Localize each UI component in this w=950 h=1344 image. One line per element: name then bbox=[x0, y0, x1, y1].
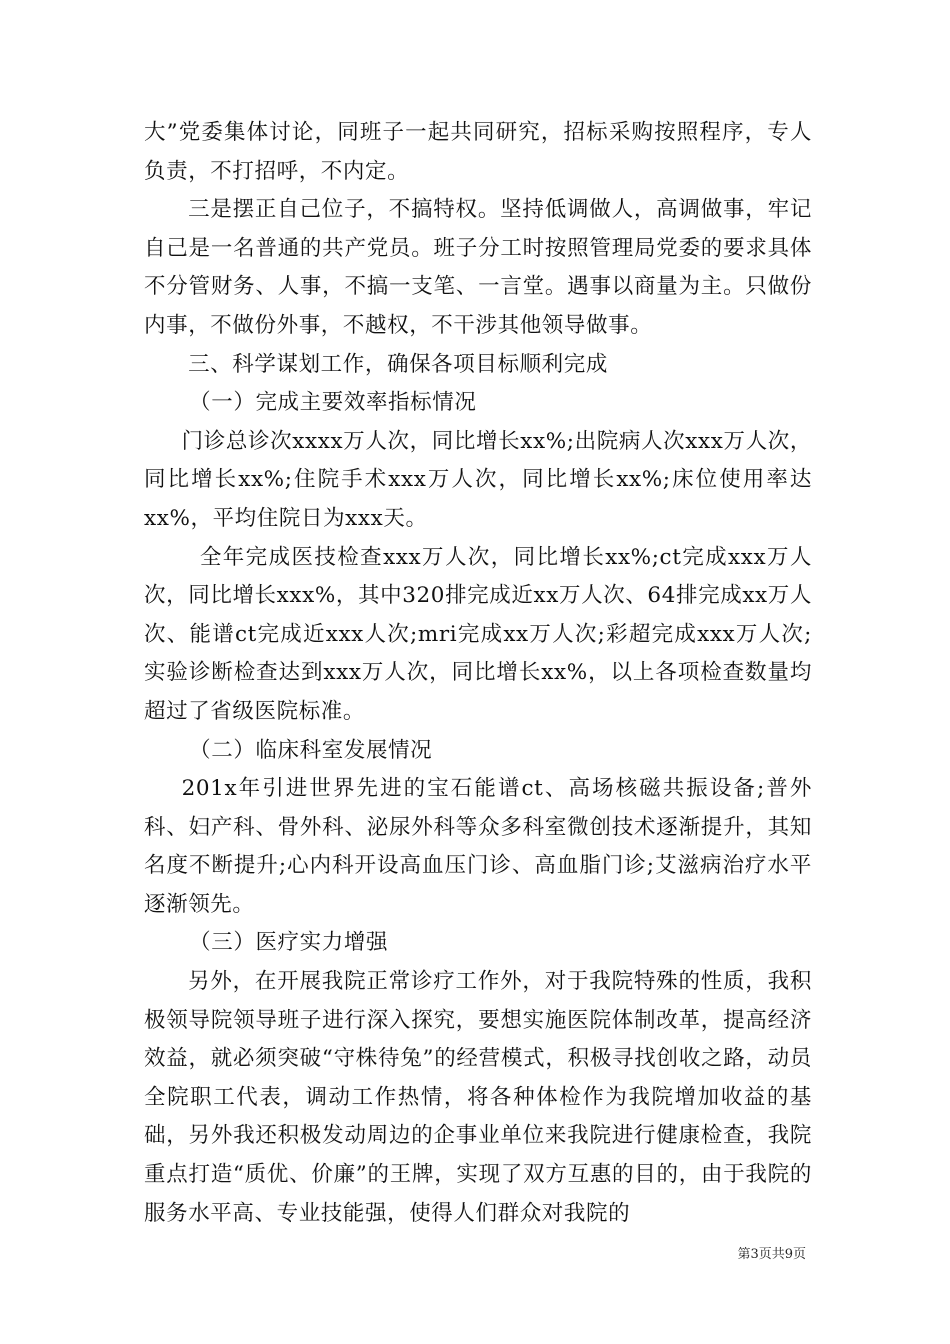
paragraph-point-three: 三是摆正自己位子，不搞特权。坚持低调做人，高调做事，牢记自己是一名普通的共产党员。班子分工时按照管理局党委的要求具体不分管财务、人事，不搞一支笔、一言堂。遇事以商量为主。只做份内事，不做份外事，不越权，不干涉其他领导做事。 bbox=[144, 197, 812, 338]
paragraph-outpatient-stats: 门诊总诊次xxxx万人次，同比增长xx%;出院病人次xxx万人次，同比增长xx%;住院手术xxx万人次，同比增长xx%;床位使用率达xx%，平均住院日为xxx天。 bbox=[144, 428, 812, 531]
section-heading-three: 三、科学谋划工作，确保各项目标顺利完成 bbox=[188, 351, 608, 377]
subheading-clinical: （二）临床科室发展情况 bbox=[189, 737, 433, 763]
paragraph-exam-stats: 全年完成医技检查xxx万人次，同比增长xx%;ct完成xxx万人次，同比增长xxx%，其中320排完成近xx万人次、64排完成xx万人次、能谱ct完成近xxx人次;mri完成xx万人次;彩超完成xxx万人次;实验诊断检查达到xxx万人次，同比增长xx%，以上各项检查数量均超过了省级医院标准。 bbox=[144, 544, 812, 724]
paragraph-continuation: 大”党委集体讨论，同班子一起共同研究，招标采购按照程序，专人负责，不打招呼，不内定。 bbox=[144, 120, 812, 184]
subheading-medical-strength: （三）医疗实力增强 bbox=[189, 930, 389, 956]
page-number-footer: 第3页共9页 bbox=[737, 1247, 806, 1262]
paragraph-clinical-development: 201x年引进世界先进的宝石能谱ct、高场核磁共振设备;普外科、妇产科、骨外科、泌尿外科等众多科室微创技术逐渐提升，其知名度不断提升;心内科开设高血压门诊、高血脂门诊;艾滋病治疗水平逐渐领先。 bbox=[144, 776, 812, 917]
subheading-efficiency: （一）完成主要效率指标情况 bbox=[189, 390, 477, 416]
document-body bbox=[144, 114, 812, 1233]
paragraph-medical-strength: 另外，在开展我院正常诊疗工作外，对于我院特殊的性质，我积极领导院领导班子进行深入探究，要想实施医院体制改革，提高经济效益，就必须突破“守株待兔”的经营模式，积极寻找创收之路，动员全院职工代表，调动工作热情，将各种体检作为我院增加收益的基础，另外我还积极发动周边的企事业单位来我院进行健康检查，我院重点打造“质优、价廉”的王牌，实现了双方互惠的目的，由于我院的服务水平高、专业技能强，使得人们群众对我院的 bbox=[144, 969, 812, 1226]
